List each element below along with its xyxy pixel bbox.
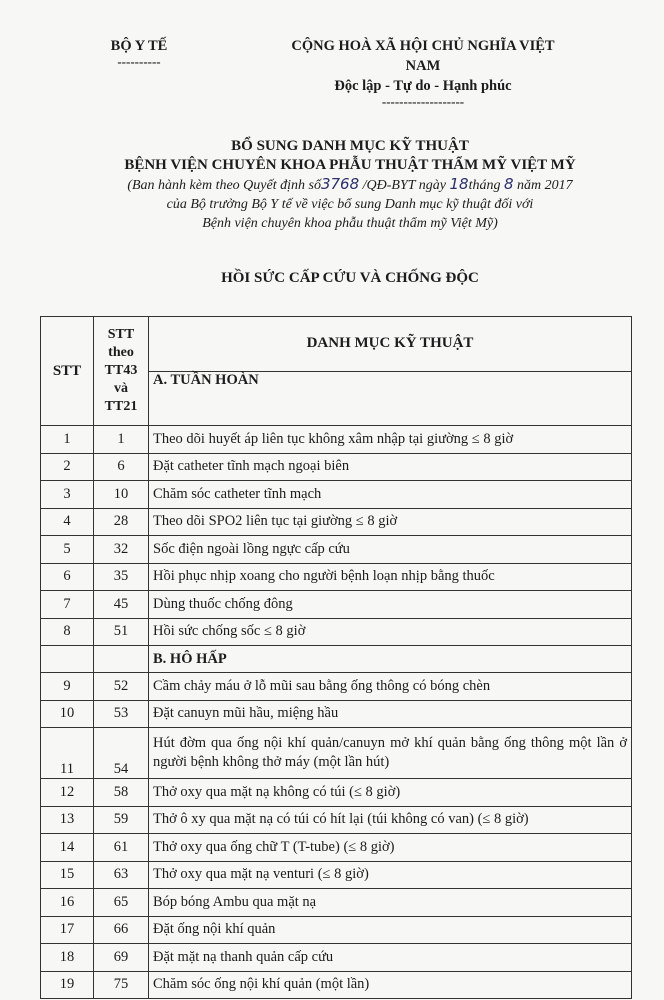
title-line-2: BỆNH VIỆN CHUYÊN KHOA PHẪU THUẬT THẨM MỸ VIỆT MỸ (124, 157, 576, 173)
decree-text-b: /QĐ-BYT ngày (362, 178, 446, 193)
row-stt: 18 (41, 944, 94, 972)
row-stt-tt: 65 (94, 889, 149, 917)
header-stt-tt-line: theo (108, 345, 134, 360)
row-stt-tt: 53 (94, 700, 149, 728)
row-stt-tt: 1 (94, 426, 149, 454)
motto-underline: ------------------- (381, 94, 465, 109)
decree-line-2: của Bộ trưởng Bộ Y tế về việc bổ sung Danh mục kỹ thuật đối với (166, 197, 534, 212)
row-stt: 1 (41, 426, 94, 454)
table-row (41, 700, 632, 728)
row-technique-name: Dùng thuốc chống đông (149, 591, 632, 619)
row-stt-tt: 58 (94, 779, 149, 807)
empty-cell (41, 646, 94, 673)
table-row (41, 591, 632, 619)
row-stt-tt: 75 (94, 971, 149, 999)
table-row (41, 728, 632, 779)
section-b-label: B. HÔ HẤP (149, 646, 632, 673)
table-row (41, 673, 632, 701)
decree-line (60, 175, 640, 195)
ministry-header (100, 36, 178, 68)
table-row (41, 971, 632, 999)
row-stt-tt: 66 (94, 916, 149, 944)
row-stt-tt: 63 (94, 861, 149, 889)
row-technique-name: Bóp bóng Ambu qua mặt nạ (149, 889, 632, 917)
technique-table-body (41, 317, 632, 999)
row-technique-name: Thở oxy qua mặt nạ venturi (≤ 8 giờ) (149, 861, 632, 889)
header-stt: STT (41, 317, 94, 426)
table-row (41, 508, 632, 536)
row-stt: 19 (41, 971, 94, 999)
row-technique-name: Đặt canuyn mũi hầu, miệng hầu (149, 700, 632, 728)
row-stt-tt: 10 (94, 481, 149, 509)
row-technique-name: Sốc điện ngoài lồng ngực cấp cứu (149, 536, 632, 564)
section-a-label: A. TUẦN HOÀN (149, 371, 632, 426)
row-stt-tt: 69 (94, 944, 149, 972)
row-stt-tt: 28 (94, 508, 149, 536)
header-stt-tt-line: và (114, 381, 128, 396)
row-technique-name: Thở oxy qua mặt nạ không có túi (≤ 8 giờ) (149, 779, 632, 807)
header-stt-tt (94, 317, 149, 426)
row-technique-name: Theo dõi SPO2 liên tục tại giường ≤ 8 giờ (149, 508, 632, 536)
technique-table (40, 316, 632, 999)
decree-day-handwritten: 18 (449, 175, 469, 193)
ministry-name: BỘ Y TẾ (110, 38, 168, 54)
decree-text-a: (Ban hành kèm theo Quyết định số (127, 178, 321, 193)
row-stt-tt: 52 (94, 673, 149, 701)
row-stt: 15 (41, 861, 94, 889)
row-stt-tt: 51 (94, 618, 149, 646)
header-stt-tt-line: TT43 (104, 363, 138, 378)
row-technique-name: Đặt catheter tĩnh mạch ngoại biên (149, 453, 632, 481)
table-row (41, 779, 632, 807)
section-row-b (41, 646, 632, 673)
row-stt: 4 (41, 508, 94, 536)
header-technique: DANH MỤC KỸ THUẬT (149, 317, 632, 372)
row-stt-tt: 45 (94, 591, 149, 619)
row-technique-name: Thở oxy qua ống chữ T (T-tube) (≤ 8 giờ) (149, 834, 632, 862)
row-stt: 7 (41, 591, 94, 619)
row-stt-tt: 32 (94, 536, 149, 564)
title-line-1: BỔ SUNG DANH MỤC KỸ THUẬT (231, 138, 469, 154)
row-technique-name: Chăm sóc catheter tĩnh mạch (149, 481, 632, 509)
row-technique-name: Cầm chảy máu ở lỗ mũi sau bằng ống thông có bóng chèn (149, 673, 632, 701)
row-stt: 12 (41, 779, 94, 807)
section-title: HỒI SỨC CẤP CỨU VÀ CHỐNG ĐỘC (221, 270, 479, 286)
row-technique-name: Chăm sóc ống nội khí quản (một lần) (149, 971, 632, 999)
row-technique-name: Thở ô xy qua mặt nạ có túi có hít lại (túi không có van) (≤ 8 giờ) (149, 806, 632, 834)
table-row (41, 944, 632, 972)
row-technique-name: Đặt ống nội khí quản (149, 916, 632, 944)
row-stt-tt: 35 (94, 563, 149, 591)
decree-number-handwritten: 3768 (320, 175, 360, 193)
row-technique-name: Theo dõi huyết áp liên tục không xâm nhập tại giường ≤ 8 giờ (149, 426, 632, 454)
document-title-block (60, 137, 640, 233)
row-stt: 11 (41, 728, 94, 779)
row-technique-name: Đặt mặt nạ thanh quản cấp cứu (149, 944, 632, 972)
row-stt-tt: 61 (94, 834, 149, 862)
row-stt: 17 (41, 916, 94, 944)
row-technique-name: Hồi sức chống sốc ≤ 8 giờ (149, 618, 632, 646)
table-row (41, 536, 632, 564)
decree-month-handwritten: 8 (503, 175, 514, 193)
row-stt: 10 (41, 700, 94, 728)
table-row (41, 889, 632, 917)
table-row (41, 618, 632, 646)
decree-line-3: Bệnh viện chuyên khoa phẫu thuật thẩm mỹ Việt Mỹ) (202, 216, 498, 231)
decree-text-c: tháng (468, 178, 501, 193)
country-name: CỘNG HOÀ XÃ HỘI CHỦ NGHĨA VIỆT NAM (291, 38, 555, 74)
header-stt-tt-line: STT (107, 327, 135, 342)
row-stt-tt: 59 (94, 806, 149, 834)
row-stt: 5 (41, 536, 94, 564)
header-stt-tt-line: TT21 (104, 399, 138, 414)
row-stt: 3 (41, 481, 94, 509)
row-stt-tt: 6 (94, 453, 149, 481)
table-row (41, 481, 632, 509)
ministry-underline: ---------- (117, 54, 161, 69)
table-row (41, 806, 632, 834)
table-row (41, 563, 632, 591)
row-stt: 9 (41, 673, 94, 701)
table-row (41, 916, 632, 944)
table-row (41, 426, 632, 454)
table-row (41, 834, 632, 862)
motto: Độc lập - Tự do - Hạnh phúc (334, 78, 512, 94)
national-header (278, 36, 568, 108)
row-stt: 14 (41, 834, 94, 862)
row-technique-name: Hút đờm qua ống nội khí quản/canuyn mở khí quản bằng ống thông một lần ở người bệnh không thở máy (một lần hút) (149, 728, 632, 779)
table-header-row (41, 317, 632, 372)
row-stt: 6 (41, 563, 94, 591)
row-stt: 13 (41, 806, 94, 834)
empty-cell (94, 646, 149, 673)
row-stt: 16 (41, 889, 94, 917)
table-row (41, 861, 632, 889)
row-technique-name: Hồi phục nhịp xoang cho người bệnh loạn nhịp bằng thuốc (149, 563, 632, 591)
row-stt: 2 (41, 453, 94, 481)
table-row (41, 453, 632, 481)
row-stt-tt: 54 (94, 728, 149, 779)
decree-text-d: năm 2017 (517, 178, 573, 193)
row-stt: 8 (41, 618, 94, 646)
